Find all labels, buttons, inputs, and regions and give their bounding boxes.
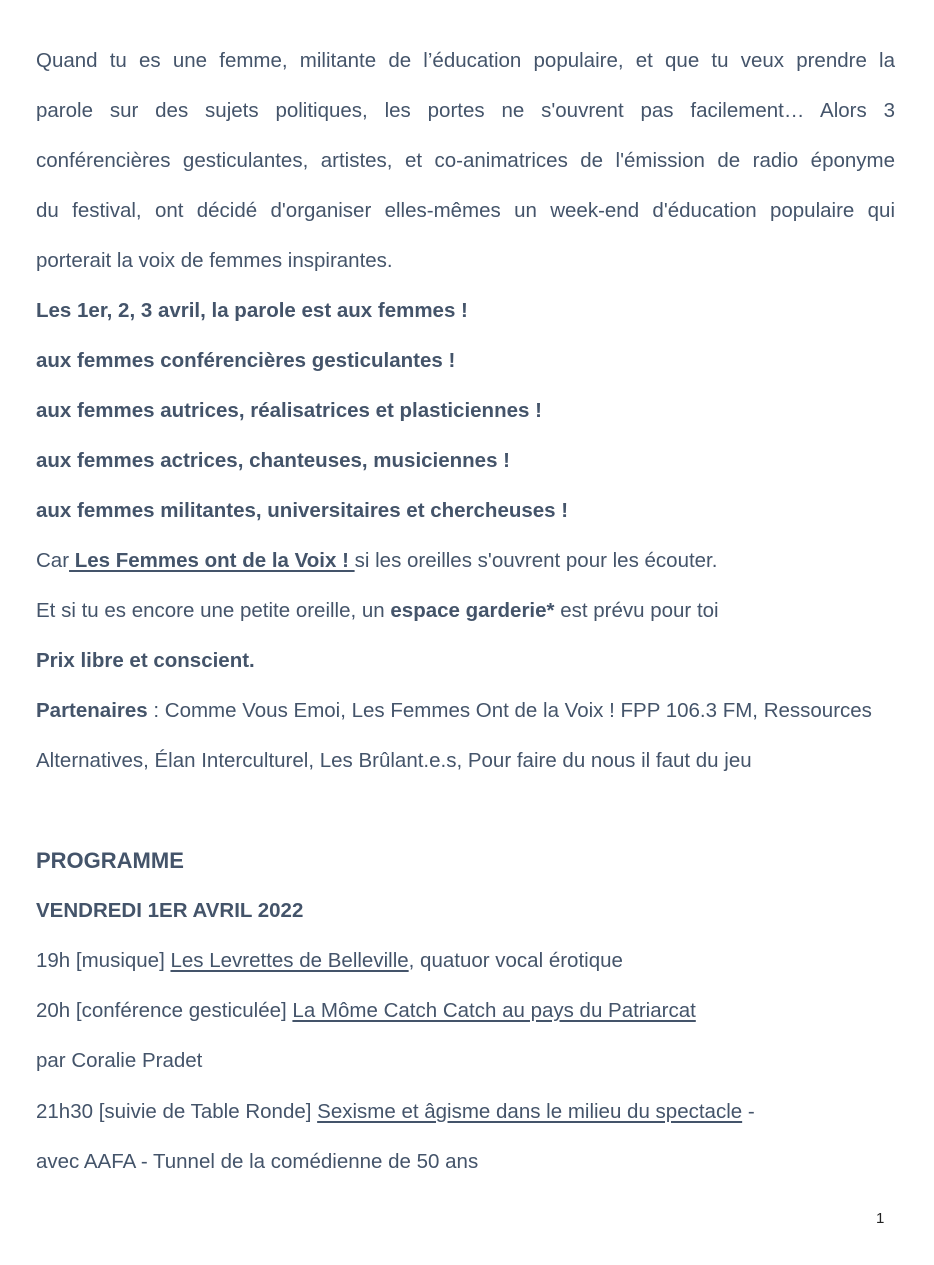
prix-libre: Prix libre et conscient.	[36, 649, 255, 672]
intro-line-1: Quand tu es une femme, militante de l’éducation populaire, et que tu veux prendre la	[36, 49, 895, 72]
garderie-prefix: Et si tu es encore une petite oreille, un	[36, 599, 391, 622]
garderie-suffix: est prévu pour toi	[554, 599, 719, 622]
intro-line-5: porterait la voix de femmes inspirantes.	[36, 249, 393, 272]
program-item-20h	[36, 996, 696, 1026]
car-prefix: Car	[36, 549, 70, 572]
car-line	[36, 546, 717, 576]
item-19h-time: 19h [musique]	[36, 949, 171, 972]
intro-line-4: du festival, ont décidé d'organiser elles-mêmes un week-end d'éducation populaire qui	[36, 199, 895, 222]
item-20h-time: 20h [conférence gesticulée]	[36, 999, 293, 1022]
page-number: 1	[876, 1210, 885, 1227]
garderie-line	[36, 596, 719, 626]
intro-line-3: conférencières gesticulantes, artistes, et co-animatrices de l'émission de radio éponyme	[36, 149, 895, 172]
tagline-actrices: aux femmes actrices, chanteuses, musiciennes !	[36, 449, 511, 472]
item-21h30-time: 21h30 [suivie de Table Ronde]	[36, 1100, 318, 1123]
les-femmes-ont-de-la-voix-link[interactable]: Les Femmes ont de la Voix !	[69, 549, 355, 572]
intro-line-2: parole sur des sujets politiques, les portes ne s'ouvrent pas facilement… Alors 3	[36, 99, 895, 122]
levrettes-link[interactable]: Les Levrettes de Belleville	[170, 949, 409, 972]
garderie-bold: espace garderie*	[390, 599, 555, 622]
partenaires-text-1: : Comme Vous Emoi, Les Femmes Ont de la Voix ! FPP 106.3 FM, Ressources	[147, 699, 872, 722]
program-item-21h30	[36, 1097, 755, 1127]
item-20h-author: par Coralie Pradet	[36, 1049, 203, 1072]
tagline-autrices: aux femmes autrices, réalisatrices et plasticiennes !	[36, 399, 542, 422]
mome-catch-link[interactable]: La Môme Catch Catch au pays du Patriarcat	[292, 999, 696, 1022]
program-item-19h	[36, 946, 623, 976]
day-heading: VENDREDI 1ER AVRIL 2022	[36, 899, 304, 922]
dates-headline: Les 1er, 2, 3 avril, la parole est aux femmes !	[36, 299, 468, 322]
tagline-conferencieres: aux femmes conférencières gesticulantes !	[36, 349, 456, 372]
programme-heading: PROGRAMME	[36, 848, 184, 873]
item-21h30-line-2: avec AAFA - Tunnel de la comédienne de 50 ans	[36, 1150, 479, 1173]
partenaires-label: Partenaires	[36, 699, 148, 722]
tagline-militantes: aux femmes militantes, universitaires et chercheuses !	[36, 499, 569, 522]
partenaires-line-1	[36, 696, 872, 726]
car-suffix: si les oreilles s'ouvrent pour les écouter.	[354, 549, 718, 572]
item-21h30-dash: -	[742, 1100, 755, 1123]
item-19h-desc: , quatuor vocal érotique	[408, 949, 623, 972]
sexisme-agisme-link[interactable]: Sexisme et âgisme dans le milieu du spectacle	[317, 1100, 743, 1123]
partenaires-line-2: Alternatives, Élan Interculturel, Les Brûlant.e.s, Pour faire du nous il faut du jeu	[36, 749, 752, 772]
